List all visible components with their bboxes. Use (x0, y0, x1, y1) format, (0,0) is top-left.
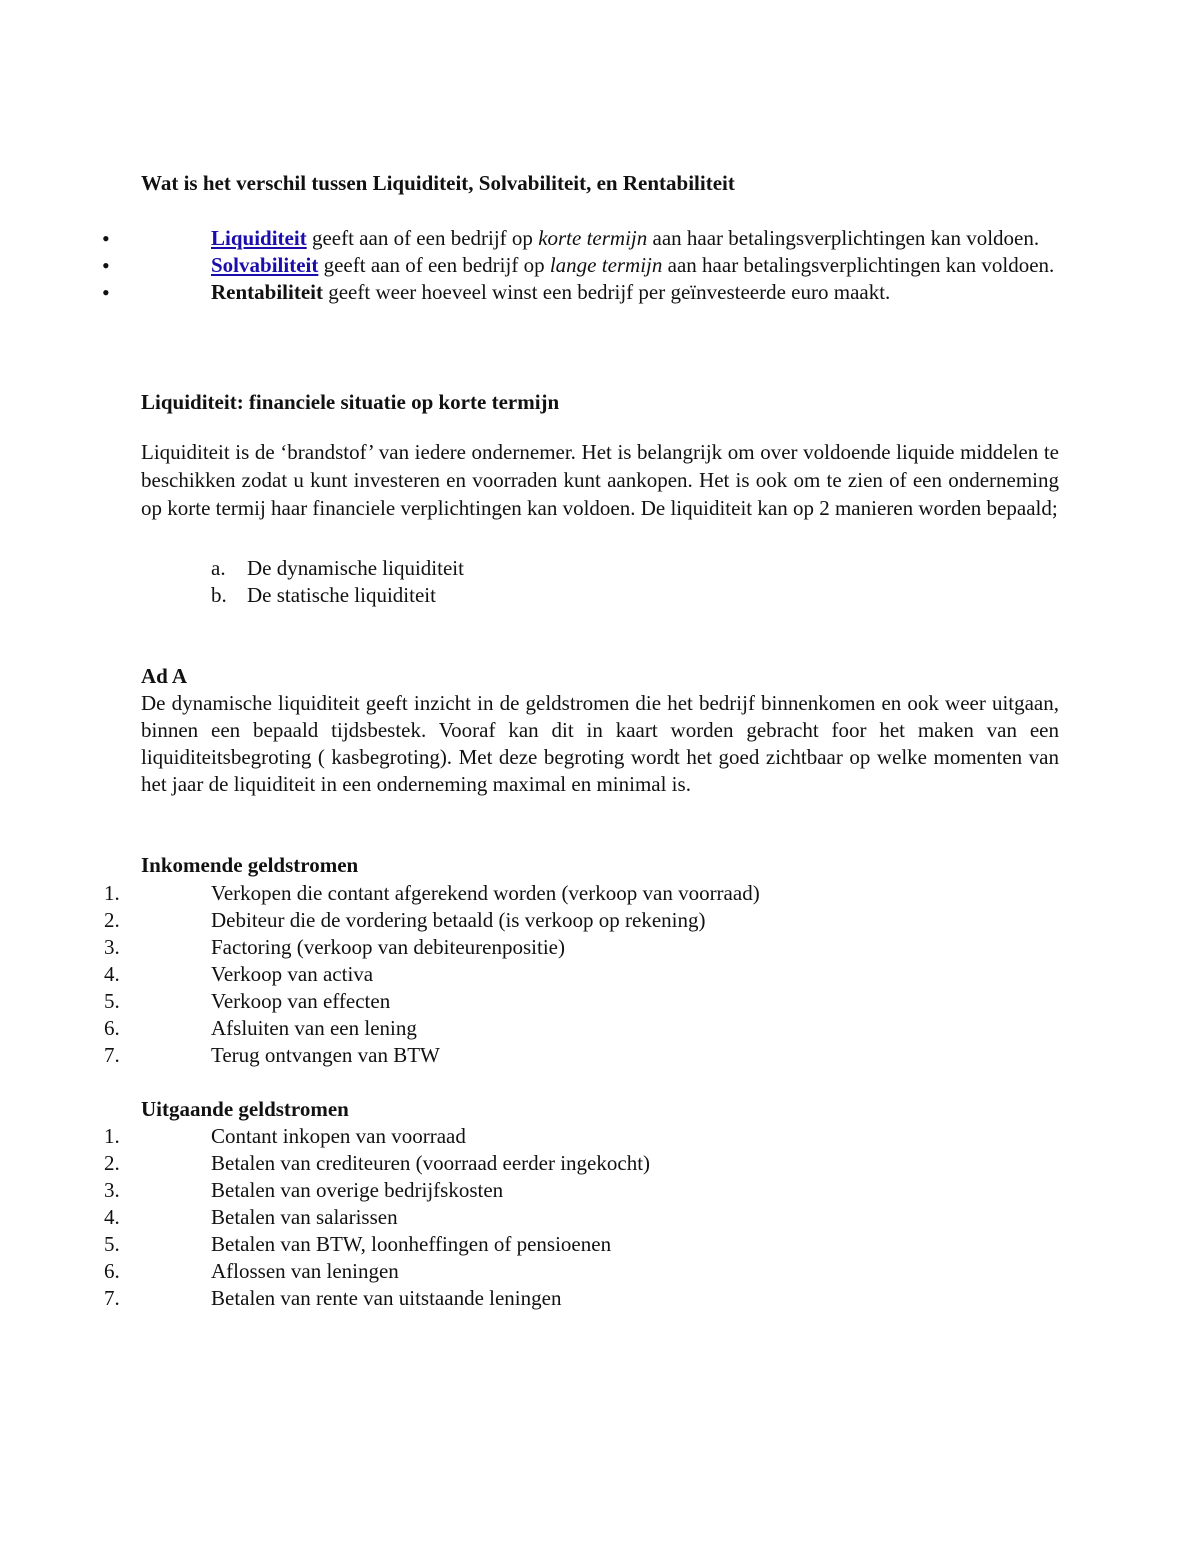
list-item: 4. Betalen van salarissen (104, 1205, 398, 1229)
definitions-list (102, 225, 1059, 306)
list-item: 2. Betalen van crediteuren (voorraad eerder ingekocht) (104, 1151, 651, 1175)
incoming-heading: Inkomende geldstromen (141, 853, 359, 877)
outgoing-list (0, 1123, 1059, 1312)
list-item: 1. Contant inkopen van voorraad (104, 1124, 466, 1148)
bullet-icon: • (102, 226, 110, 251)
list-item: 6. Afsluiten van een lening (104, 1016, 417, 1040)
rentabiliteit-term: Rentabiliteit (211, 280, 323, 304)
list-item: 3. Factoring (verkoop van debiteurenpositie) (104, 935, 565, 959)
list-item: 7. Terug ontvangen van BTW (104, 1043, 440, 1067)
ad-a-paragraph: De dynamische liquiditeit geeft inzicht in de geldstromen die het bedrijf binnenkomen en ook weer uitgaan, binnen een bepaald tijdsbestek. Vooraf kan dit in kaart worden gebracht foor het maken van een liquiditeitsbegroting ( kasbegroting). Met deze begroting wordt het goed zichtbaar op welke momenten van het jaar de liquiditeit in een onderneming maximal en minimal is. (141, 691, 1059, 796)
solvabiliteit-link[interactable]: Solvabiliteit (211, 253, 319, 277)
bullet-icon: • (102, 280, 110, 305)
list-item: 1. Verkopen die contant afgerekend worden (verkoop van voorraad) (104, 881, 760, 905)
methods-list (211, 555, 464, 609)
list-item: 3. Betalen van overige bedrijfskosten (104, 1178, 504, 1202)
definition-solvabiliteit: • Solvabiliteit geeft aan of een bedrijf op lange termijn aan haar betalingsverplichtingen kan voldoen. (102, 253, 1055, 278)
liquiditeit-link[interactable]: Liquiditeit (211, 226, 307, 250)
bullet-icon: • (102, 253, 110, 278)
section-heading-liquiditeit: Liquiditeit: financiele situatie op korte termijn (141, 390, 560, 414)
list-item: 7. Betalen van rente van uitstaande leningen (104, 1286, 562, 1310)
list-item: 4. Verkoop van activa (104, 962, 374, 986)
list-item: 5. Betalen van BTW, loonheffingen of pensioenen (104, 1232, 612, 1256)
list-item: a. De dynamische liquiditeit (211, 556, 464, 580)
definition-liquiditeit: • Liquiditeit geeft aan of een bedrijf op korte termijn aan haar betalingsverplichtingen kan voldoen. (102, 226, 1040, 251)
outgoing-heading: Uitgaande geldstromen (141, 1097, 349, 1121)
list-item: 6. Aflossen van leningen (104, 1259, 399, 1283)
list-item: 5. Verkoop van effecten (104, 989, 391, 1013)
list-item: 2. Debiteur die de vordering betaald (is verkoop op rekening) (104, 908, 706, 932)
section-heading-ad-a: Ad A (141, 664, 188, 688)
incoming-list (0, 880, 1059, 1069)
liquiditeit-paragraph: Liquiditeit is de ‘brandstof’ van iedere ondernemer. Het is belangrijk om over voldoende liquide middelen te beschikken zodat u kunt investeren en voorraden kunt aankopen. Het is ook om te zien of een onderneming op korte termij haar financiele verplichtingen kan voldoen. De liquiditeit kan op 2 manieren worden bepaald; (141, 440, 1059, 520)
list-item: b. De statische liquiditeit (211, 583, 436, 607)
definition-rentabiliteit: • Rentabiliteit geeft weer hoeveel winst een bedrijf per geïnvesteerde euro maakt. (102, 280, 891, 305)
document-title: Wat is het verschil tussen Liquiditeit, Solvabiliteit, en Rentabiliteit (141, 171, 735, 195)
